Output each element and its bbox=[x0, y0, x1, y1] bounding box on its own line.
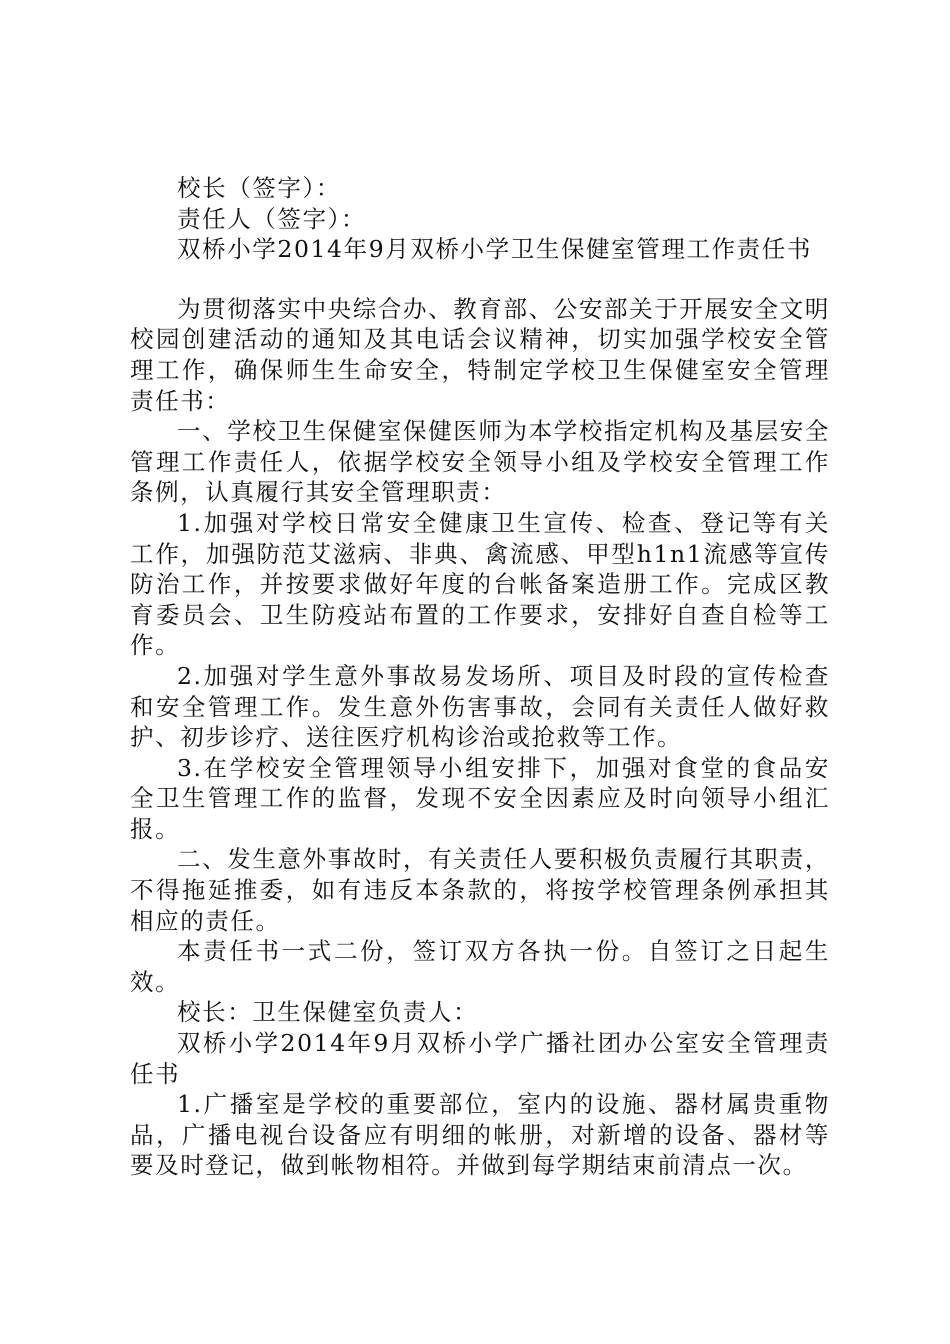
section-one-paragraph: 一、学校卫生保健室保健医师为本学校指定机构及基层安全管理工作责任人，依据学校安全领导小组及学校安全管理工作条例，认真履行其安全管理职责： bbox=[130, 417, 830, 507]
intro-paragraph: 为贯彻落实中央综合办、教育部、公安部关于开展安全文明校园创建活动的通知及其电话会议精神，切实加强学校安全管理工作，确保师生生命安全，特制定学校卫生保健室安全管理责任书： bbox=[130, 294, 830, 415]
signatories-line: 校长：卫生保健室负责人： bbox=[177, 998, 479, 1027]
item-1-paragraph: 1.加强对学校日常安全健康卫生宣传、检查、登记等有关工作，加强防范艾滋病、非典、禽流感、甲型h1n1流感等宣传防治工作，并按要求做好年度的台帐备案造册工作。完成区教育委员会、卫生防疫站布置的工作要求，安排好自查自检等工作。 bbox=[130, 508, 830, 660]
responsible-person-signature-line: 责任人（签字）： bbox=[177, 204, 367, 233]
item-2-paragraph: 2.加强对学生意外事故易发场所、项目及时段的宣传检查和安全管理工作。发生意外伤害事故，会同有关责任人做好救护、初步诊疗、送往医疗机构诊治或抢救等工作。 bbox=[130, 661, 830, 752]
broadcast-item-1-paragraph: 1.广播室是学校的重要部位，室内的设施、器材属贵重物品，广播电视台设备应有明细的帐册，对新增的设备、器材等要及时登记，做到帐物相符。并做到每学期结束前清点一次。 bbox=[130, 1090, 830, 1180]
principal-signature-line: 校长（签字）： bbox=[177, 174, 341, 202]
broadcast-document-title: 双桥小学2014年9月双桥小学广播社团办公室安全管理责任书 bbox=[130, 1029, 830, 1088]
document-body bbox=[130, 173, 830, 1181]
section-two-paragraph: 二、发生意外事故时，有关责任人要积极负责履行其职责，不得拖延推委，如有违反本条款的，将按学校管理条例承担其相应的责任。 bbox=[130, 845, 830, 935]
health-room-document-title: 双桥小学2014年9月双桥小学卫生保健室管理工作责任书 bbox=[177, 235, 812, 264]
item-3-paragraph: 3.在学校安全管理领导小组安排下，加强对食堂的食品安全卫生管理工作的监督，发现不安全因素应及时向领导小组汇报。 bbox=[130, 753, 830, 843]
copies-paragraph: 本责任书一式二份，签订双方各执一份。自签订之日起生效。 bbox=[130, 937, 830, 996]
